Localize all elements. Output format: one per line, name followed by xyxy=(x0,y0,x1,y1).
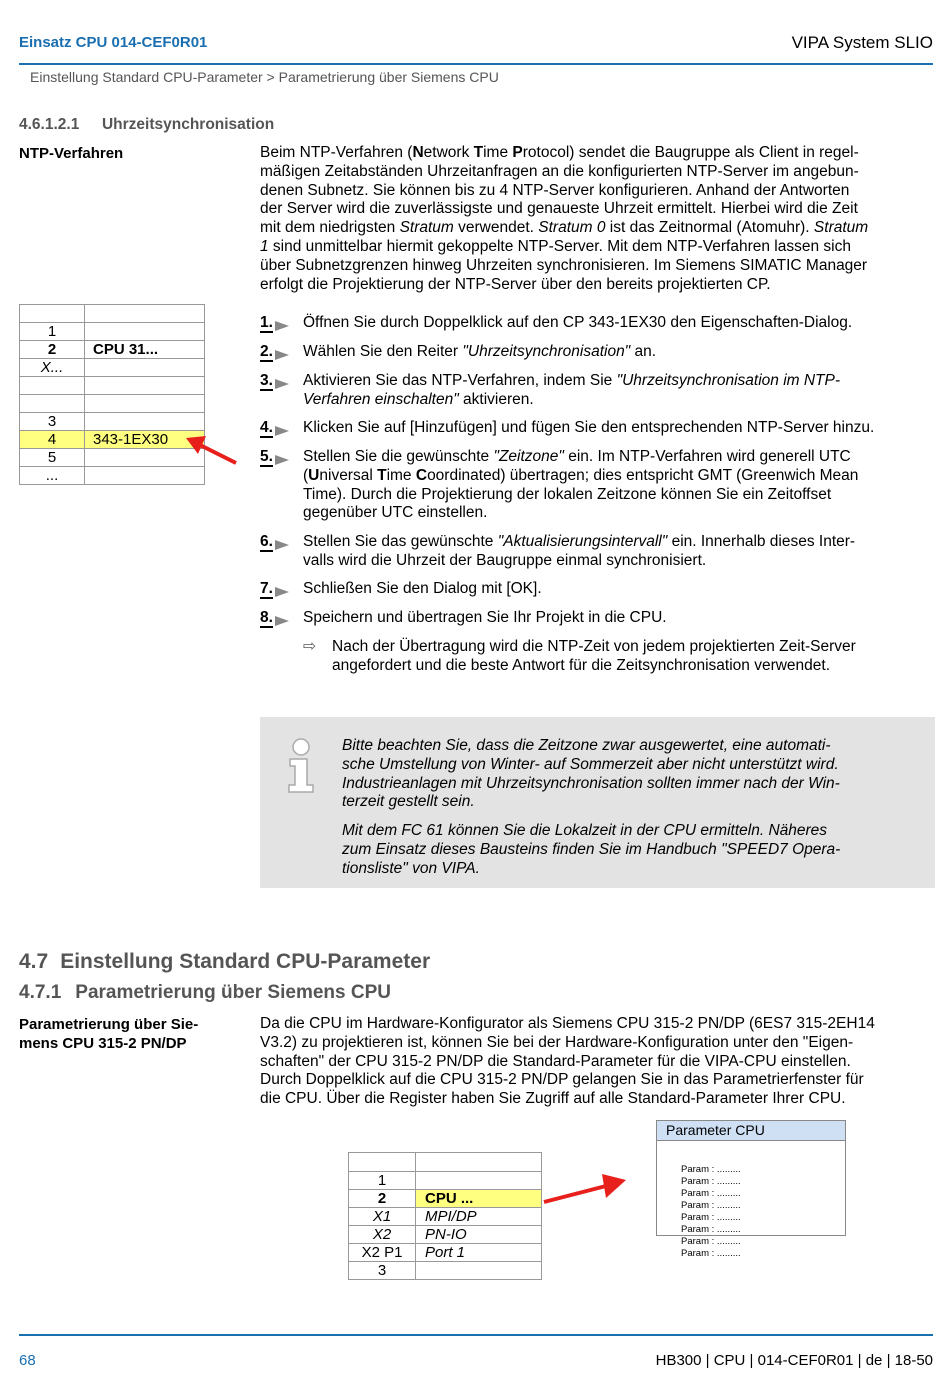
table-row xyxy=(20,305,205,323)
breadcrumb: Einstellung Standard CPU-Parameter > Parametrierung über Siemens CPU xyxy=(30,69,499,85)
header-doc-title: Einsatz CPU 014-CEF0R01 xyxy=(19,34,208,51)
section-title: Uhrzeitsynchronisation xyxy=(101,116,275,133)
table-row: 2 CPU 31... xyxy=(20,341,205,359)
hw-config-table-cpu xyxy=(348,1152,542,1280)
table-row: 2 CPU ... xyxy=(349,1190,542,1208)
result-arrow-icon: ⇨ xyxy=(303,638,316,655)
step-arrow-icon xyxy=(275,350,289,360)
side-heading-param: Parametrierung über Sie- mens CPU 315-2 PN/DP xyxy=(19,1016,199,1052)
step-arrow-icon xyxy=(275,540,289,550)
step-3: 3. Aktivieren Sie das NTP-Verfahren, indem Sie "Uhrzeitsynchronisation im NTP- Verfahren einschalten" aktivieren. xyxy=(260,372,841,408)
table-row: X1 MPI/DP xyxy=(349,1208,542,1226)
table-row: 3 xyxy=(349,1262,542,1280)
table-row: X... xyxy=(20,359,205,377)
section-4-7-1-heading: 4.7.1 Parametrierung über Siemens CPU xyxy=(19,982,391,1003)
step-5: 5. Stellen Sie die gewünschte "Zeitzone" ein. Im NTP-Verfahren wird generell UTC (Universal Time Coordinated) übertragen; dies entspricht GMT (Greenwich Mean Time). Durch die Projektierung der lokalen Zeitzone können Sie ein Zeitoffset gegenüber UTC einstellen. xyxy=(260,448,859,522)
step-arrow-icon xyxy=(275,379,289,389)
header-rule xyxy=(19,63,933,65)
step-result: ⇨ Nach der Übertragung wird die NTP-Zeit von jedem projektierten Zeit-Server angefordert und die beste Antwort für die Zeitsynchronisation verwendet. xyxy=(303,638,856,674)
footer-rule xyxy=(19,1334,933,1336)
table-row: 3 xyxy=(20,413,205,431)
section-heading xyxy=(19,116,274,134)
red-arrow-icon xyxy=(180,430,242,470)
parameter-cpu-window xyxy=(656,1120,846,1259)
parameter-list: Param : ......... Param : ......... Param : ......... Param : ......... Param : ......... Param : ......... Param : ......... Param : ......... xyxy=(681,1164,741,1259)
table-row: 5 xyxy=(20,449,205,467)
step-arrow-icon xyxy=(275,616,289,626)
red-arrow-icon xyxy=(540,1170,632,1210)
parameter-window-title: Parameter CPU xyxy=(657,1121,845,1141)
step-1: 1. Öffnen Sie durch Doppelklick auf den CP 343-1EX30 den Eigenschaften-Dialog. xyxy=(260,314,853,331)
table-row: ... xyxy=(20,467,205,485)
intro-paragraph: Beim NTP-Verfahren (Network Time Protocol) sendet die Baugruppe als Client in regel- mäßigen Zeitabständen Uhrzeitanfragen an die konfigurierten NTP-Server im angebun- denen Subnetz. Sie können bis zu 4 NTP-Server konfigurieren. Anhand der Antworten der Server wird die zuverlässigste und genaueste Uhrzeit ermittelt. Hierbei wird die Zeit mit dem niedrigsten Stratum verwendet. Stratum 0 ist das Zeitnormal (Atomuhr). Stratum 1 sind unmittelbar hiermit gekoppelte NTP-Server. Mit dem NTP-Verfahren lassen sich über Subnetzgrenzen hinweg Uhrzeiten synchronisieren. Im Siemens SIMATIC Manager erfolgt die Projektierung der NTP-Server über den bereits projektierten CP. xyxy=(260,144,869,293)
step-2: 2. Wählen Sie den Reiter "Uhrzeitsynchronisation" an. xyxy=(260,343,657,360)
table-row: X2 PN-IO xyxy=(349,1226,542,1244)
header-product: VIPA System SLIO xyxy=(791,33,933,52)
table-row: 1 xyxy=(20,323,205,341)
note-paragraph-1: Bitte beachten Sie, dass die Zeitzone zwar ausgewertet, eine automati- sche Umstellung von Winter- auf Sommerzeit aber nicht unterstützt wird. Industrieanlagen mit Uhrzeitsynchronisation sollten immer nach der Win- terzeit gestellt sein. xyxy=(342,737,840,811)
page-number: 68 xyxy=(19,1352,36,1369)
step-8: 8. Speichern und übertragen Sie Ihr Projekt in die CPU. xyxy=(260,609,667,626)
step-4: 4. Klicken Sie auf [Hinzufügen] und fügen Sie den entsprechenden NTP-Server hinzu. xyxy=(260,419,875,436)
section-4-7-heading: 4.7 Einstellung Standard CPU-Parameter xyxy=(19,950,431,973)
table-row: 1 xyxy=(349,1172,542,1190)
step-arrow-icon xyxy=(275,321,289,331)
table-row: 4 343-1EX30 xyxy=(20,431,205,449)
side-heading-ntp: NTP-Verfahren xyxy=(19,145,124,162)
param-paragraph: Da die CPU im Hardware-Konfigurator als Siemens CPU 315-2 PN/DP (6ES7 315-2EH14 V3.2) zu projektieren ist, können Sie bei der Hardware-Konfiguration unter den "Eigen- schaften" der CPU 315-2 PN/DP die Standard-Parameter für die VIPA-CPU einstellen. Durch Doppelklick auf die CPU 315-2 PN/DP gelangen Sie in das Parametrierfenster für die CPU. Über die Register haben Sie Zugriff auf alle Standard-Parameter Ihrer CPU. xyxy=(260,1015,875,1108)
step-7: 7. Schließen Sie den Dialog mit [OK]. xyxy=(260,580,542,597)
table-row: X2 P1 Port 1 xyxy=(349,1244,542,1262)
step-6: 6. Stellen Sie das gewünschte "Aktualisierungsintervall" ein. Innerhalb dieses Inter- valls wird die Uhrzeit der Baugruppe einmal synchronisiert. xyxy=(260,533,856,569)
info-icon xyxy=(284,737,318,795)
section-number: 4.6.1.2.1 xyxy=(19,116,80,133)
table-row xyxy=(20,395,205,413)
footer-doc-id: HB300 | CPU | 014-CEF0R01 | de | 18-50 xyxy=(655,1352,933,1369)
table-row xyxy=(349,1153,542,1172)
step-arrow-icon xyxy=(275,455,289,465)
step-arrow-icon xyxy=(275,426,289,436)
hw-config-table-cp xyxy=(19,304,205,485)
info-note xyxy=(260,717,935,888)
table-row xyxy=(20,377,205,395)
note-paragraph-2: Mit dem FC 61 können Sie die Lokalzeit in der CPU ermitteln. Näheres zum Einsatz dieses Bausteins finden Sie im Handbuch "SPEED7 Opera- tionsliste" von VIPA. xyxy=(342,822,841,877)
step-arrow-icon xyxy=(275,587,289,597)
